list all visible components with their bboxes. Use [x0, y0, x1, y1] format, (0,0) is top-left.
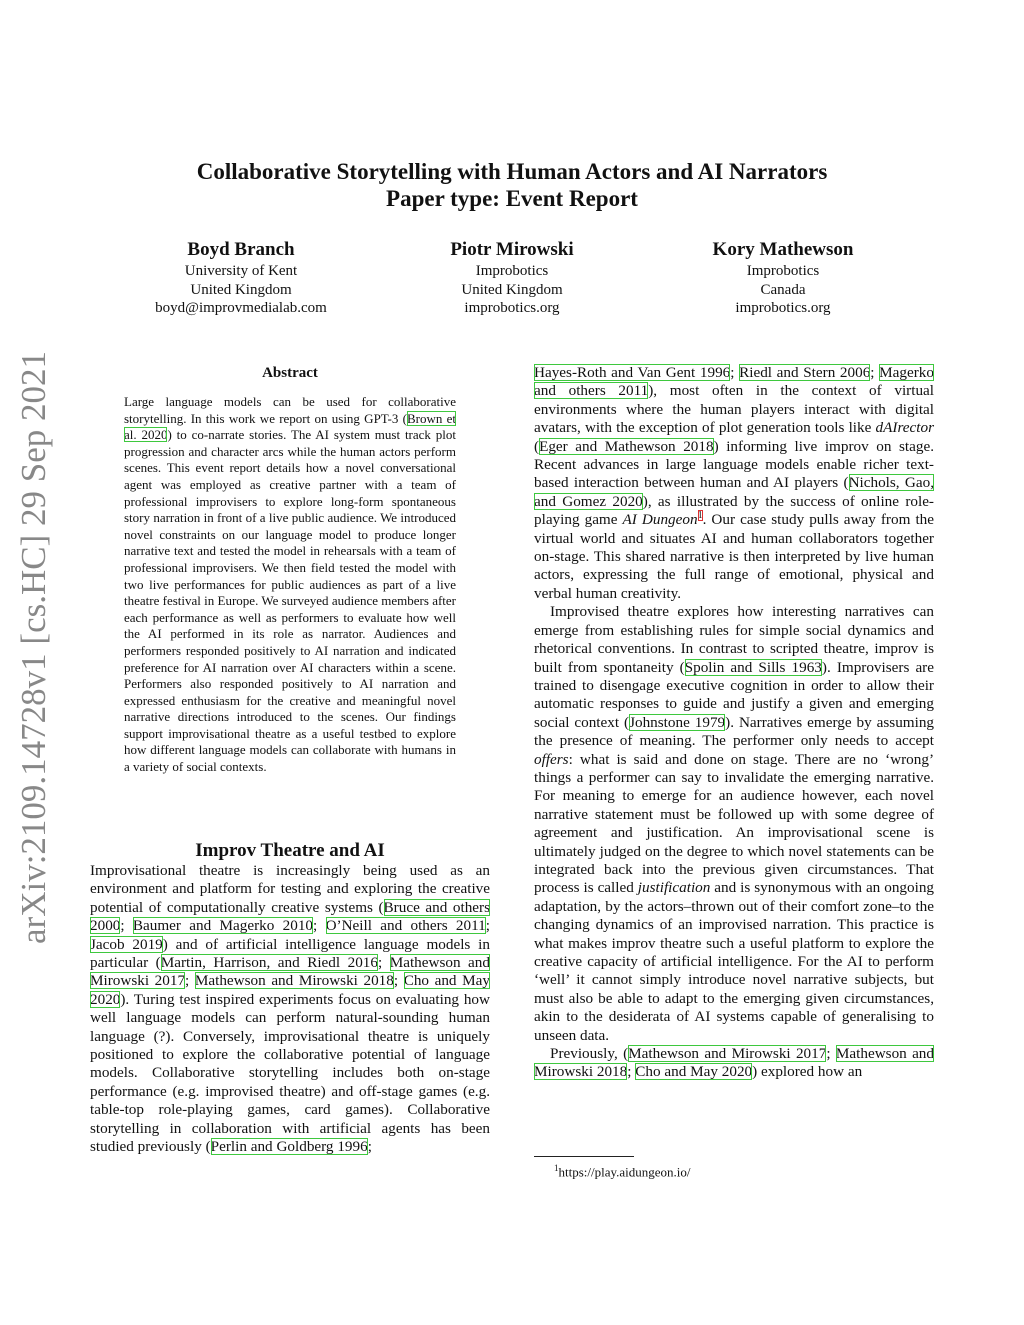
citation-link[interactable]: Mathewson and Mirowski 2018 — [534, 1045, 934, 1081]
citation-link[interactable]: Spolin and Sills 1963 — [684, 658, 822, 676]
title-line-1: Collaborative Storytelling with Human Actors and AI Narrators — [196, 159, 828, 184]
abstract-text: Large language models can be used for collaborative storytelling. In this work we report on using GPT-3 (Brown et al. 2020) to co-narrate stories. The AI system must track plot progression and character arcs while the human actors perform scenes. This event report details how a novel conversational agent was employed as creative partner with a team of professional improvisers to explore long-form spontaneous story narration in front of a live public audience. We introduced novel constraints on our language model to produce longer narrative text and tested the model in rehearsals with a team of professional improvisers. We then field tested the model with two live performances for public audiences as part of a live theatre festival in Europe. We surveyed audience members after each performance as well as performers to evaluate how well the AI performed in its role as narrator. Audiences and performers responded positively to AI narration and indicated preference for AI narration over AI characters within a scene. Performers also responded positively to AI narration and expressed enthusiasm for the creative and meaningful novel narrative directions introduced to the scenes. Our findings support improvisational theatre as a useful testbed to explore how different language models can collaborate with humans in a variety of social contexts. — [124, 394, 456, 775]
author-contact: boyd@improvmedialab.com — [155, 300, 327, 316]
citation-link[interactable]: Mathewson and Mirowski 2017 — [628, 1045, 827, 1063]
author-1 — [91, 238, 391, 318]
citation-link[interactable]: Baumer and Magerko 2010 — [132, 917, 314, 935]
author-name: Boyd Branch — [187, 239, 295, 260]
author-3 — [633, 238, 933, 318]
author-contact: improbotics.org — [464, 300, 560, 316]
author-name: Piotr Mirowski — [450, 239, 574, 260]
title-line-2: Paper type: Event Report — [386, 186, 638, 211]
citation-link[interactable]: Bruce and others 2000 — [90, 898, 490, 935]
citation-link[interactable]: Riedl and Stern 2006 — [739, 364, 871, 381]
citation-link[interactable]: O’Neill and others 2011 — [325, 917, 486, 935]
citation-link[interactable]: Cho and May 2020 — [90, 972, 490, 1008]
citation-link[interactable]: Mathewson and Mirowski 2018 — [194, 972, 394, 990]
author-contact: improbotics.org — [735, 300, 831, 316]
footnote-url[interactable]: https://play.aidungeon.io/ — [558, 1164, 691, 1180]
author-country: Canada — [760, 281, 806, 298]
citation-link[interactable]: Jacob 2019 — [90, 935, 163, 953]
abstract-heading: Abstract — [262, 365, 318, 381]
footnote-link[interactable]: 1 — [697, 510, 703, 522]
citation-link[interactable]: Martin, Harrison, and Riedl 2016 — [160, 954, 378, 972]
citation-link[interactable]: Brown et al. 2020 — [124, 410, 456, 443]
section-heading: Improv Theatre and AI — [195, 840, 385, 861]
paragraph-2: Hayes-Roth and Van Gent 1996; Riedl and Stern 2006; Magerko and others 2011), most often in the context of virtual environments where the human players interact with digital avatars, with the exception of plot generation tools like dAIrector (Eger and Mathewson 2018) informing live improv on stage. Recent advances in large language models enable richer text-based interaction between human and AI players (Nichols, Gao, and Gomez 2020), as illustrated by the success of online role-playing game AI Dungeon$^1$. Our case study pulls away from the virtual world and situates AI and human collaborators together on-stage. This shared narrative is then interpreted by live human actors, expressing the full range of emotional, physical and verbal human creativity. — [534, 364, 934, 602]
author-name: Kory Mathewson — [712, 239, 854, 260]
author-affiliation: University of Kent — [184, 263, 298, 279]
author-country: United Kingdom — [190, 281, 292, 298]
paragraph-3: Improvised theatre explores how interesting narratives can emerge from establishing rules for simple social dynamics and rhetorical conventions. In contrast to scripted theatre, improv is built from spontaneity (Spolin and Sills 1963). Improvisers are trained to disengage executive cognition in order to allow their automatic responses to guide and justify a given and emerging social context (Johnstone 1979). Narratives emerge by assuming the presence of meaning. The performer only needs to accept offers: what is said and done on stage. There are no ‘wrong’ things a performer can say to invalidate the emerging narrative. For meaning to emerge for an audience however, each novel narrative statement must be followed up with some degree of agreement and justification. An improvisational scene is ultimately judged on the degree to which novel statements can be integrated back into the previous given circumstances. That process is called justification and is synonymous with an ongoing adaptation, by the actors–thrown out of their comfort zone–to the changing dynamics of an improvised narration. This practice is what makes improv theatre such a useful platform to explore the creative capacity of artificial intelligence. For the AI to perform ‘well’ it cannot simply introduce novel narrative subjects, but must also be able to adapt to the emerging given circumstances, akin to the desiderata of AI systems capable of generalising to unseen data. — [534, 603, 935, 1044]
citation-link[interactable]: Cho and May 2020 — [635, 1063, 753, 1081]
paragraph-4: Previously, (Mathewson and Mirowski 2017; Mathewson and Mirowski 2018; Cho and May 2020) explored how an — [534, 1045, 934, 1081]
citation-link[interactable]: Hayes-Roth and Van Gent 1996 — [534, 364, 731, 381]
paper-title — [0, 158, 1024, 212]
abstract — [124, 364, 456, 776]
footnote — [554, 1160, 691, 1180]
footnote-divider — [534, 1156, 634, 1157]
citation-link[interactable]: Perlin and Goldberg 1996 — [210, 1138, 368, 1156]
citation-link[interactable]: Johnstone 1979 — [629, 713, 726, 731]
citation-link[interactable]: Magerko and others 2011 — [534, 364, 934, 400]
footnote-mark: 1 — [554, 1163, 559, 1173]
paragraph-1: Improvisational theatre is increasingly being used as an environment and platform for testing and exploring the creative potential of computationally creative systems (Bruce and others 2000; Baumer and Magerko 2010; O’Neill and others 2011; Jacob 2019) and of artificial intelligence language models in particular (Martin, Harrison, and Riedl 2016; Mathewson and Mirowski 2017; Mathewson and Mirowski 2018; Cho and May 2020). Turing test inspired experiments focus on evaluating how well language models can perform natural-sounding human language (?). Conversely, improvisational theatre is uniquely positioned to explore the collaborative potential of language models. Collaborative storytelling includes both on-stage performance (e.g. improvised theatre) and off-stage games (e.g. table-top role-playing games, card games). Collaborative storytelling in collaboration with artificial agents has been studied previously (Perlin and Goldberg 1996; — [90, 862, 490, 1156]
author-affiliation: Improbotics — [475, 263, 549, 279]
right-column — [534, 364, 934, 1082]
citation-link[interactable]: Mathewson and Mirowski 2017 — [90, 954, 490, 990]
citation-link[interactable]: Eger and Mathewson 2018 — [539, 437, 714, 455]
citation-link[interactable]: Nichols, Gao, and Gomez 2020 — [534, 474, 934, 510]
author-2 — [362, 238, 662, 318]
author-affiliation: Improbotics — [746, 263, 820, 279]
left-column — [90, 862, 490, 1157]
author-country: United Kingdom — [461, 281, 563, 298]
arxiv-identifier-stamp: arXiv:2109.14728v1 [cs.HC] 29 Sep 2021 — [14, 350, 53, 944]
